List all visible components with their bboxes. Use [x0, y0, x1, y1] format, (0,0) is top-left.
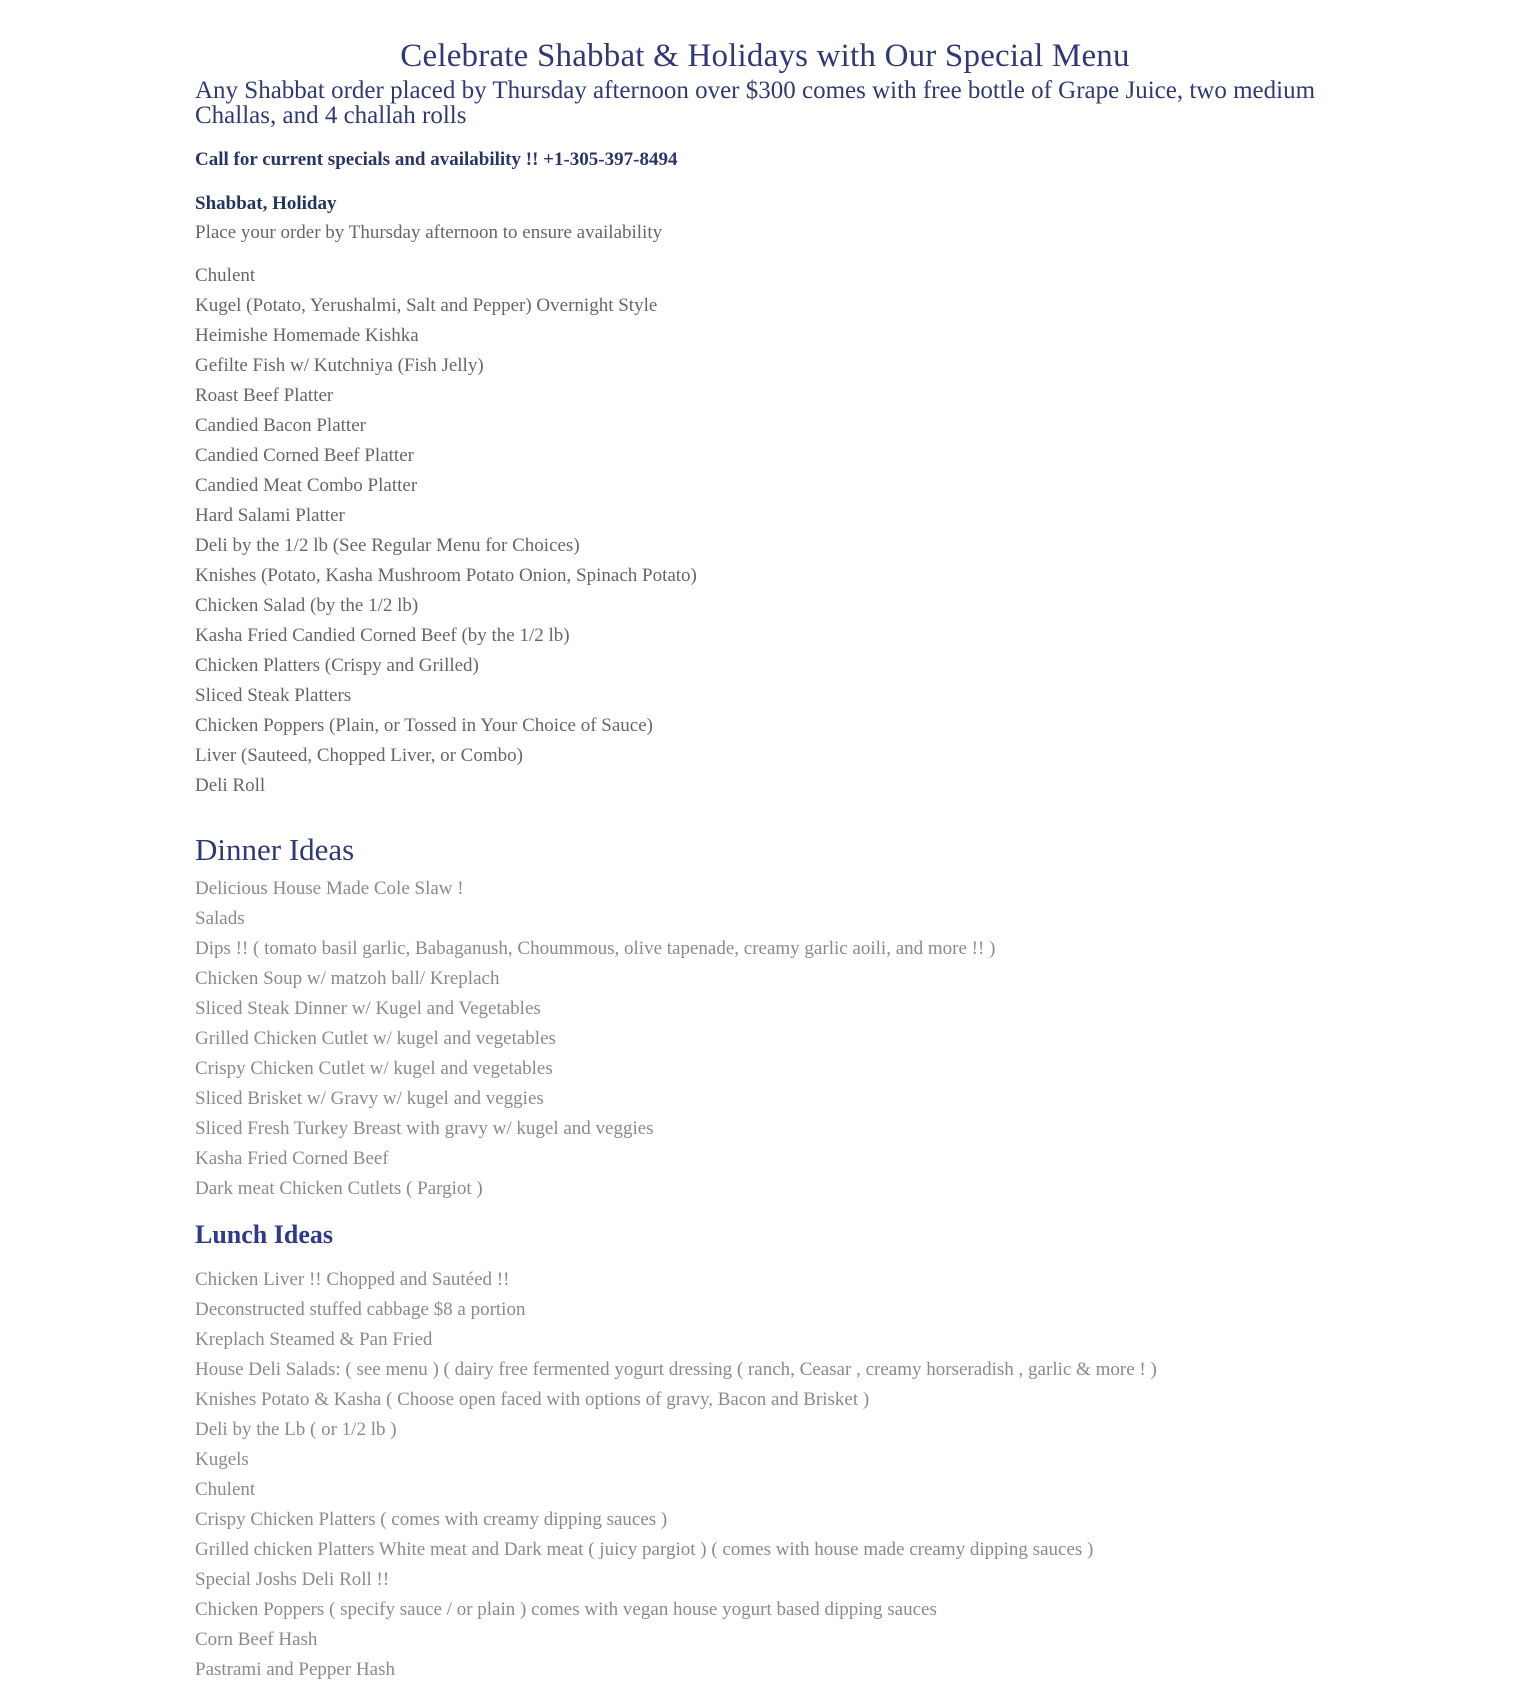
list-item: Kasha Fried Corned Beef [195, 1148, 389, 1169]
list-item: Dips !! ( tomato basil garlic, Babaganush, Choummous, olive tapenade, creamy garlic aoili, and more !! ) [195, 938, 996, 959]
list-item: Chicken Salad (by the 1/2 lb) [195, 595, 419, 616]
list-item: Delicious House Made Cole Slaw ! [195, 878, 464, 899]
list-item: Chicken Soup w/ matzoh ball/ Kreplach [195, 968, 500, 989]
list-item: Sliced Steak Platters [195, 685, 352, 706]
list-item: Grilled Chicken Cutlet w/ kugel and vegetables [195, 1028, 556, 1049]
shabbat-menu-list [195, 245, 1335, 801]
list-item: Gefilte Fish w/ Kutchniya (Fish Jelly) [195, 355, 484, 376]
call-for-specials: Call for current specials and availability !! +1-305-397-8494 [195, 149, 678, 170]
order-deadline-note: Place your order by Thursday afternoon to ensure availability [195, 222, 663, 243]
list-item: Special Joshs Deli Roll !! [195, 1569, 390, 1590]
list-item: Knishes (Potato, Kasha Mushroom Potato Onion, Spinach Potato) [195, 565, 697, 586]
list-item: Deconstructed stuffed cabbage $8 a portion [195, 1299, 526, 1320]
list-item: Deli Roll [195, 775, 266, 796]
list-item: Sliced Fresh Turkey Breast with gravy w/ kugel and veggies [195, 1118, 654, 1139]
shabbat-holiday-heading: Shabbat, Holiday [195, 193, 337, 214]
list-item: Corn Beef Hash [195, 1629, 318, 1650]
list-item: Roast Beef Platter [195, 385, 334, 406]
list-item: Deli by the 1/2 lb (See Regular Menu for Choices) [195, 535, 580, 556]
list-item: Candied Meat Combo Platter [195, 475, 418, 496]
page-title: Celebrate Shabbat & Holidays with Our Special Menu [400, 38, 1130, 74]
list-item: Salads [195, 908, 245, 929]
content-column [195, 0, 1335, 1685]
list-item: Liver (Sauteed, Chopped Liver, or Combo) [195, 745, 523, 766]
list-item: Chicken Liver !! Chopped and Sautéed !! [195, 1269, 510, 1290]
list-item: Deli by the Lb ( or 1/2 lb ) [195, 1419, 397, 1440]
list-item: Kreplach Steamed & Pan Fried [195, 1329, 433, 1350]
list-item: Kugels [195, 1449, 249, 1470]
lunch-ideas-heading: Lunch Ideas [195, 1220, 333, 1249]
dinner-menu-list [195, 869, 1335, 1204]
list-item: Candied Corned Beef Platter [195, 445, 414, 466]
list-item: Heimishe Homemade Kishka [195, 325, 419, 346]
dinner-ideas-heading: Dinner Ideas [195, 832, 355, 867]
list-item: Knishes Potato & Kasha ( Choose open faced with options of gravy, Bacon and Brisket ) [195, 1389, 870, 1410]
list-item: House Deli Salads: ( see menu ) ( dairy free fermented yogurt dressing ( ranch, Ceasar , creamy horseradish , garlic & more ! ) [195, 1359, 1157, 1380]
list-item: Sliced Brisket w/ Gravy w/ kugel and veggies [195, 1088, 544, 1109]
list-item: Candied Bacon Platter [195, 415, 366, 436]
list-item: Dark meat Chicken Cutlets ( Pargiot ) [195, 1178, 483, 1199]
promo-text: Any Shabbat order placed by Thursday afternoon over $300 comes with free bottle of Grape Juice, two medium Challas, and 4 challah rolls [195, 77, 1316, 129]
list-item: Chulent [195, 265, 256, 286]
list-item: Sliced Steak Dinner w/ Kugel and Vegetables [195, 998, 541, 1019]
list-item: Kasha Fried Candied Corned Beef (by the 1/2 lb) [195, 625, 570, 646]
list-item: Chulent [195, 1479, 256, 1500]
list-item: Chicken Poppers (Plain, or Tossed in Your Choice of Sauce) [195, 715, 653, 736]
list-item: Crispy Chicken Platters ( comes with creamy dipping sauces ) [195, 1509, 668, 1530]
lunch-menu-list [195, 1251, 1335, 1685]
list-item: Kugel (Potato, Yerushalmi, Salt and Pepper) Overnight Style [195, 295, 658, 316]
list-item: Chicken Platters (Crispy and Grilled) [195, 655, 479, 676]
list-item: Pastrami and Pepper Hash [195, 1659, 395, 1680]
list-item: Grilled chicken Platters White meat and Dark meat ( juicy pargiot ) ( comes with house made creamy dipping sauces ) [195, 1539, 1094, 1560]
list-item: Hard Salami Platter [195, 505, 345, 526]
list-item: Crispy Chicken Cutlet w/ kugel and vegetables [195, 1058, 553, 1079]
list-item: Chicken Poppers ( specify sauce / or plain ) comes with vegan house yogurt based dipping sauces [195, 1599, 937, 1620]
